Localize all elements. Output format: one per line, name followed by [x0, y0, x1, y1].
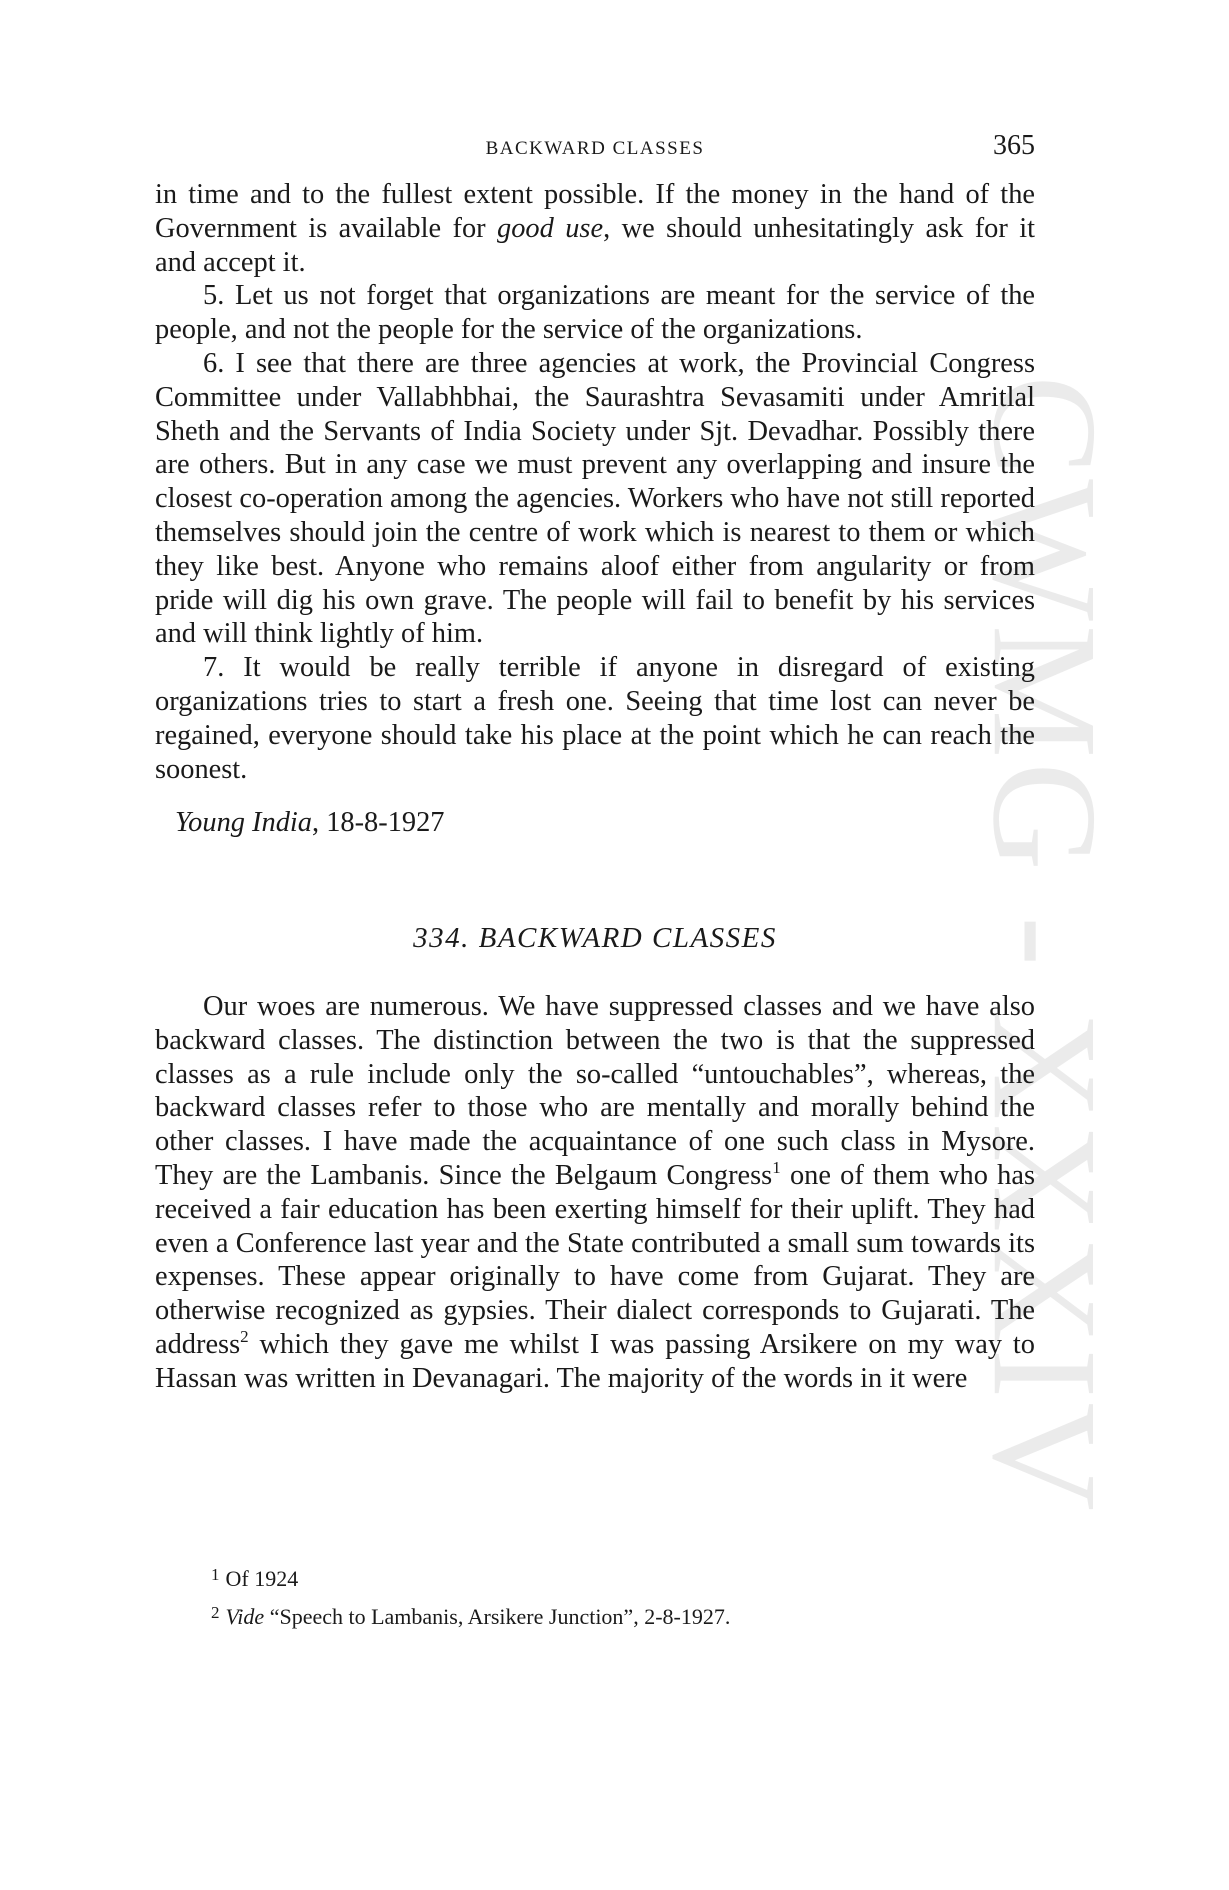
- source-date: , 18-8-1927: [312, 807, 445, 839]
- text-run: Our woes are numerous. We have suppressed classes and we have also backward classes. The distinction between the two is that the suppressed classes as a rule include only the so-called “untouchables”, whereas, the backward classes refer to those who are mentally and morally behind the other classes. I have made the acquaintance of one such class in Mysore. They are the Lambanis. Since the Belgaum Congress: [155, 990, 1035, 1191]
- footnote-2: [155, 1596, 1035, 1634]
- footnote-text: Of 1924: [225, 1566, 299, 1591]
- paragraph-point-5: 5. Let us not forget that organizations are meant for the service of the people, and not the people for the service of the organizations.: [155, 280, 1035, 346]
- page-number: 365: [993, 130, 1035, 161]
- text-run: in time and to the fullest extent possible. If the money in the hand of the Government is available for: [155, 179, 1035, 244]
- text-run: , we should unhesitatingly ask for it and accept it.: [155, 212, 1035, 278]
- paragraph-point-7: 7. It would be really terrible if anyone in disregard of existing organizations tries to start a fresh one. Seeing that time lost can never be regained, everyone should take his place at the point which he can reach the soonest.: [155, 652, 1035, 785]
- footnote-mark: 1: [211, 1565, 220, 1584]
- footnote-1: [155, 1558, 1035, 1596]
- emphasis-text: good use: [497, 212, 604, 244]
- footnote-mark: 2: [211, 1603, 220, 1622]
- running-head: BACKWARD CLASSES: [485, 138, 705, 159]
- footnote-ref-2: 2: [240, 1326, 249, 1346]
- page-header: [155, 128, 1035, 168]
- footnote-ref-1: 1: [772, 1157, 781, 1177]
- source-citation: [155, 806, 1035, 840]
- footnotes: [155, 1558, 1035, 1634]
- paragraph-point-6: 6. I see that there are three agencies at work, the Provincial Congress Committee under Vallabhbhai, the Saurashtra Sevasamiti under Amritlal Sheth and the Servants of India Society under Sjt. Devadhar. Possibly there are others. But in any case we must prevent any overlapping and insure the closest co-operation among the agencies. Workers who have not still reported themselves should join the centre of work which is nearest to them or which they like best. Anyone who remains aloof either from angularity or from pride will dig his own grave. The people will fail to benefit by his services and will think lightly of him.: [155, 347, 1035, 650]
- section-title: 334. BACKWARD CLASSES: [413, 922, 777, 955]
- text-run: which they gave me whilst I was passing Arsikere on my way to Hassan was written in Devanagari. The majority of the words in it were: [155, 1328, 1035, 1394]
- footnote-vide: Vide: [225, 1604, 265, 1629]
- paragraph-section-body: [155, 990, 1035, 1396]
- source-journal: Young India: [175, 807, 312, 839]
- page-body: [155, 178, 1035, 1396]
- footnote-text: “Speech to Lambanis, Arsikere Junction”, 2-8-1927.: [264, 1604, 731, 1629]
- text-run: one of them who has received a fair education has been exerting himself for their uplift. They had even a Conference last year and the State contributed a small sum towards its expenses. These appear originally to have come from Gujarat. They are otherwise recognized as gypsies. Their dialect corresponds to Gujarati. The address: [155, 1159, 1035, 1360]
- paragraph-continuation: [155, 178, 1035, 279]
- watermark-text: CWMG - XXXIV: [962, 375, 1128, 1515]
